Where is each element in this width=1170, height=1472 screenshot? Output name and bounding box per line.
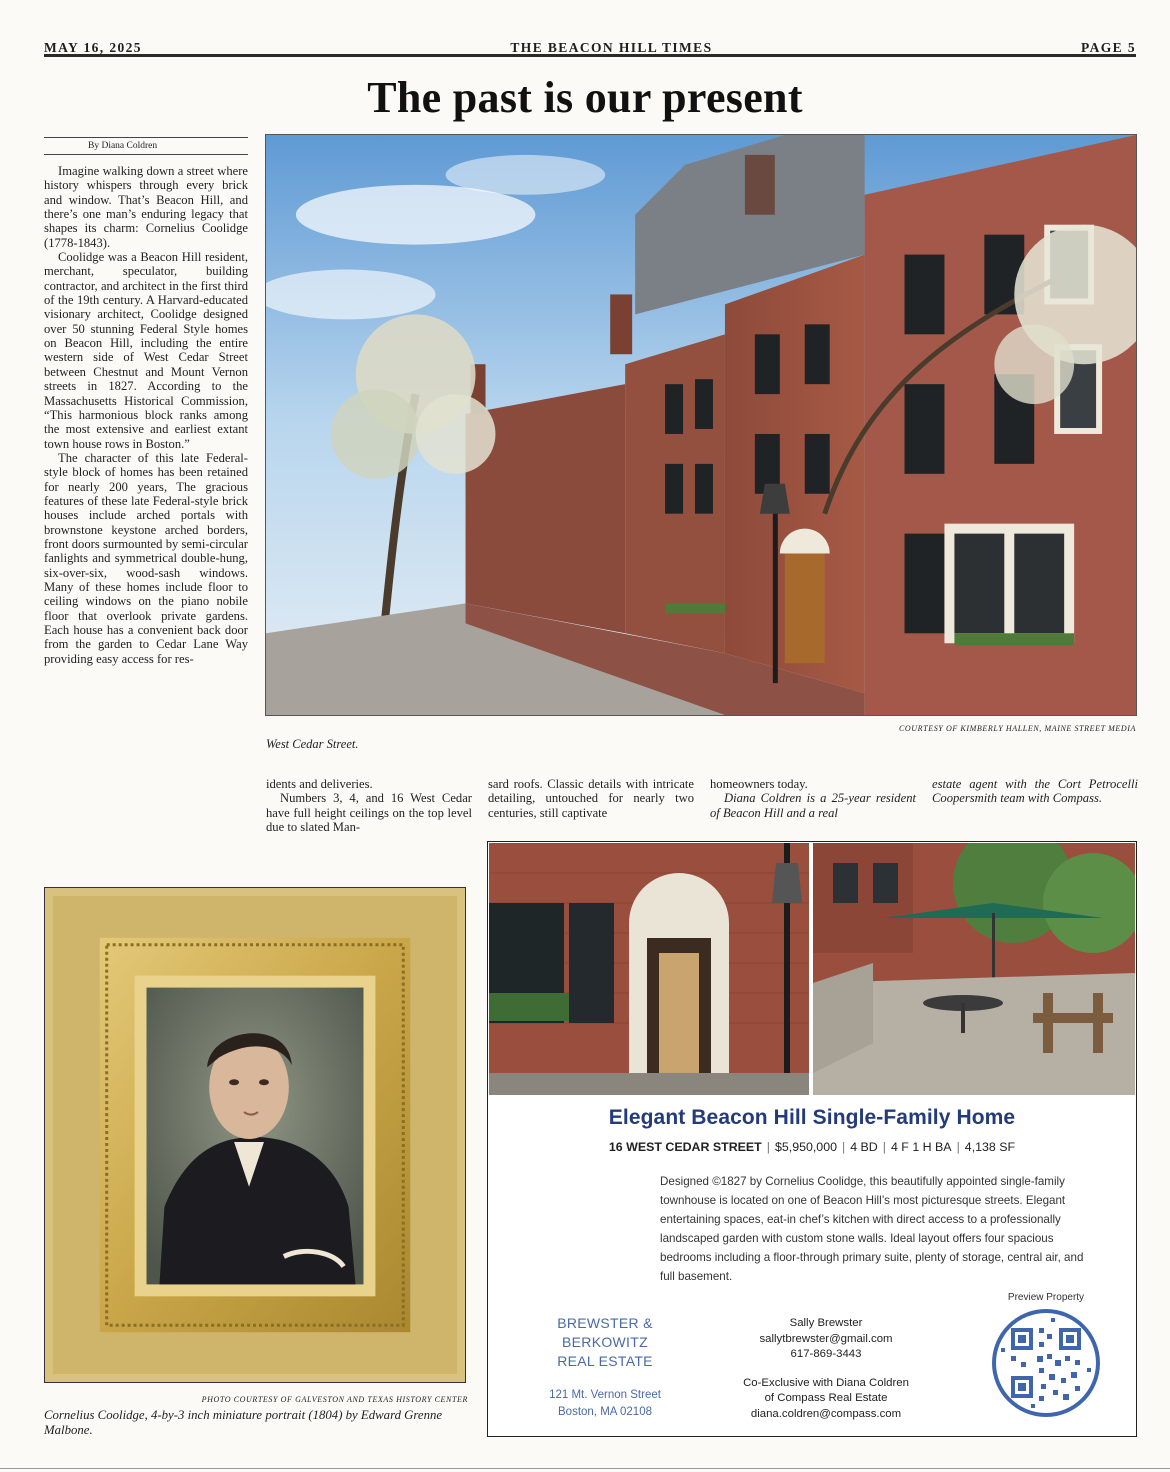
- page-number: PAGE 5: [1080, 40, 1136, 55]
- spec-separator: |: [766, 1140, 770, 1154]
- portrait-credit: PHOTO COURTESY OF GALVESTON AND TEXAS HISTORY CENTER: [201, 1395, 468, 1404]
- ad-beds: 4 BD: [850, 1140, 878, 1154]
- page-bottom-rule: [0, 1468, 1170, 1469]
- photo-credit: COURTESY OF KIMBERLY HALLEN, MAINE STREET MEDIA: [898, 724, 1136, 733]
- front-door-illustration: [489, 843, 809, 1095]
- newspaper-name: THE BEACON HILL TIMES: [510, 40, 713, 55]
- article-paragraph: Numbers 3, 4, and 16 West Cedar have full height ceilings on the top level due to slated Man-: [266, 791, 472, 835]
- masthead-rule: [44, 54, 1136, 57]
- article-column-1: [44, 164, 248, 666]
- author-bio-continued: estate agent with the Cort Petrocelli Coopersmith team with Compass.: [932, 777, 1138, 806]
- article-column-3: [488, 777, 694, 820]
- coexclusive-line: of Compass Real Estate: [764, 1392, 888, 1404]
- garden-illustration: [813, 843, 1135, 1095]
- front-door-photo: [489, 843, 809, 1095]
- ad-street: 16 WEST CEDAR STREET: [608, 1140, 762, 1154]
- spec-separator: |: [841, 1140, 846, 1154]
- ad-specs: [488, 1140, 1136, 1154]
- article-paragraph: Coolidge was a Beacon Hill resident, merchant, speculator, building contractor, and architect in the first third of the 19th century. A Harvard-educated visionary architect, Coolidge designed over 50 stunning Federal Style homes on Beacon Hill, including the entire western side of West Cedar Street between Chestnut and Mount Vernon streets in 1827. According to the Massachusetts Historical Commission, “This harmonious block ranks among the most extensive and earliest extant town house rows in Boston.”: [44, 250, 248, 451]
- ad-title: Elegant Beacon Hill Single-Family Home: [608, 1106, 1016, 1129]
- brokerage-name-line: REAL ESTATE: [557, 1353, 653, 1369]
- article-column-5: [932, 777, 1138, 806]
- brokerage-logo: [520, 1314, 690, 1371]
- ad-description: Designed ©1827 by Cornelius Coolidge, this beautifully appointed single-family townhouse is located on one of Beacon Hill’s most picturesque streets. Elegant entertaining spaces, eat-in chef’s kitchen with direct access to a professionally landscaped garden with custom stone walls. Ideal layout offers four spacious bedrooms including a floor-through primary suite, plenty of storage, central air, and full basement.: [660, 1175, 1084, 1283]
- real-estate-ad: [487, 841, 1137, 1437]
- article-column-4: [710, 777, 916, 820]
- coexclusive-line: Co-Exclusive with Diana Coldren: [743, 1376, 909, 1389]
- byline-box: [44, 137, 248, 155]
- article-paragraph: sard roofs. Classic details with intricate detailing, untouched for nearly two centuries, still captivate: [488, 777, 694, 820]
- brokerage-address: [520, 1387, 690, 1421]
- spacer: [716, 1363, 936, 1376]
- article-paragraph: Imagine walking down a street where history whispers through every brick and window. That’s Beacon Hill, and there’s one man’s enduring legacy that shapes its charm: Cornelius Coolidge (1778-1843).: [44, 164, 248, 250]
- byline: By Diana Coldren: [88, 141, 158, 151]
- street-photo-illustration: [266, 135, 1136, 715]
- masthead: [44, 34, 1136, 56]
- ad-baths: 4 F 1 H BA: [890, 1140, 952, 1154]
- agent-phone: 617-869-3443: [790, 1348, 862, 1360]
- address-line: Boston, MA 02108: [558, 1406, 652, 1418]
- agent-contact: [716, 1316, 936, 1422]
- spec-separator: |: [882, 1140, 886, 1154]
- brokerage-name-line: BREWSTER &: [557, 1315, 653, 1331]
- agent-email: sallytbrewster@gmail.com: [759, 1332, 893, 1345]
- article-paragraph: The character of this late Federal-style block of homes has been retained for nearly 200 years, The gracious features of these late Federal-style brick houses include arched portals with brownstone keystone arched borders, front doors surmounted by semi-circular fanlights and symmetrical double-hung, six-over-six, wood-sash windows. Many of these homes include floor to ceiling windows on the piano nobile floor that overlook private gardens. Each house has a convenient back door from the garden to Cedar Lane Way providing easy access for res-: [44, 450, 248, 666]
- garden-photo: [813, 843, 1135, 1095]
- preview-property-label: Preview Property: [1007, 1292, 1085, 1303]
- coexclusive-email: diana.coldren@compass.com: [750, 1407, 902, 1420]
- article-column-2: [266, 777, 472, 834]
- coolidge-portrait: [44, 887, 466, 1383]
- brokerage-name-line: BERKOWITZ: [562, 1334, 648, 1350]
- portrait-caption: Cornelius Coolidge, 4-by-3 inch miniature portrait (1804) by Edward Grenne Malbone.: [44, 1408, 443, 1437]
- ad-price: $5,950,000: [774, 1140, 837, 1154]
- article-paragraph: homeowners today.: [710, 777, 808, 791]
- article-headline: The past is our present: [367, 73, 803, 122]
- photo-caption: West Cedar Street.: [266, 737, 359, 751]
- ad-photos: [489, 843, 1135, 1095]
- portrait-illustration: [45, 888, 465, 1382]
- article-paragraph: idents and deliveries.: [266, 777, 373, 791]
- agent-name: Sally Brewster: [789, 1317, 863, 1329]
- issue-date: MAY 16, 2025: [44, 40, 142, 55]
- ad-size: 4,138 SF: [964, 1140, 1016, 1154]
- spec-separator: |: [956, 1140, 960, 1154]
- address-line: 121 Mt. Vernon Street: [549, 1389, 661, 1401]
- author-bio: Diana Coldren is a 25-year resident of Beacon Hill and a real: [710, 791, 916, 820]
- qr-code-icon[interactable]: [991, 1308, 1101, 1418]
- west-cedar-street-photo: [265, 134, 1137, 716]
